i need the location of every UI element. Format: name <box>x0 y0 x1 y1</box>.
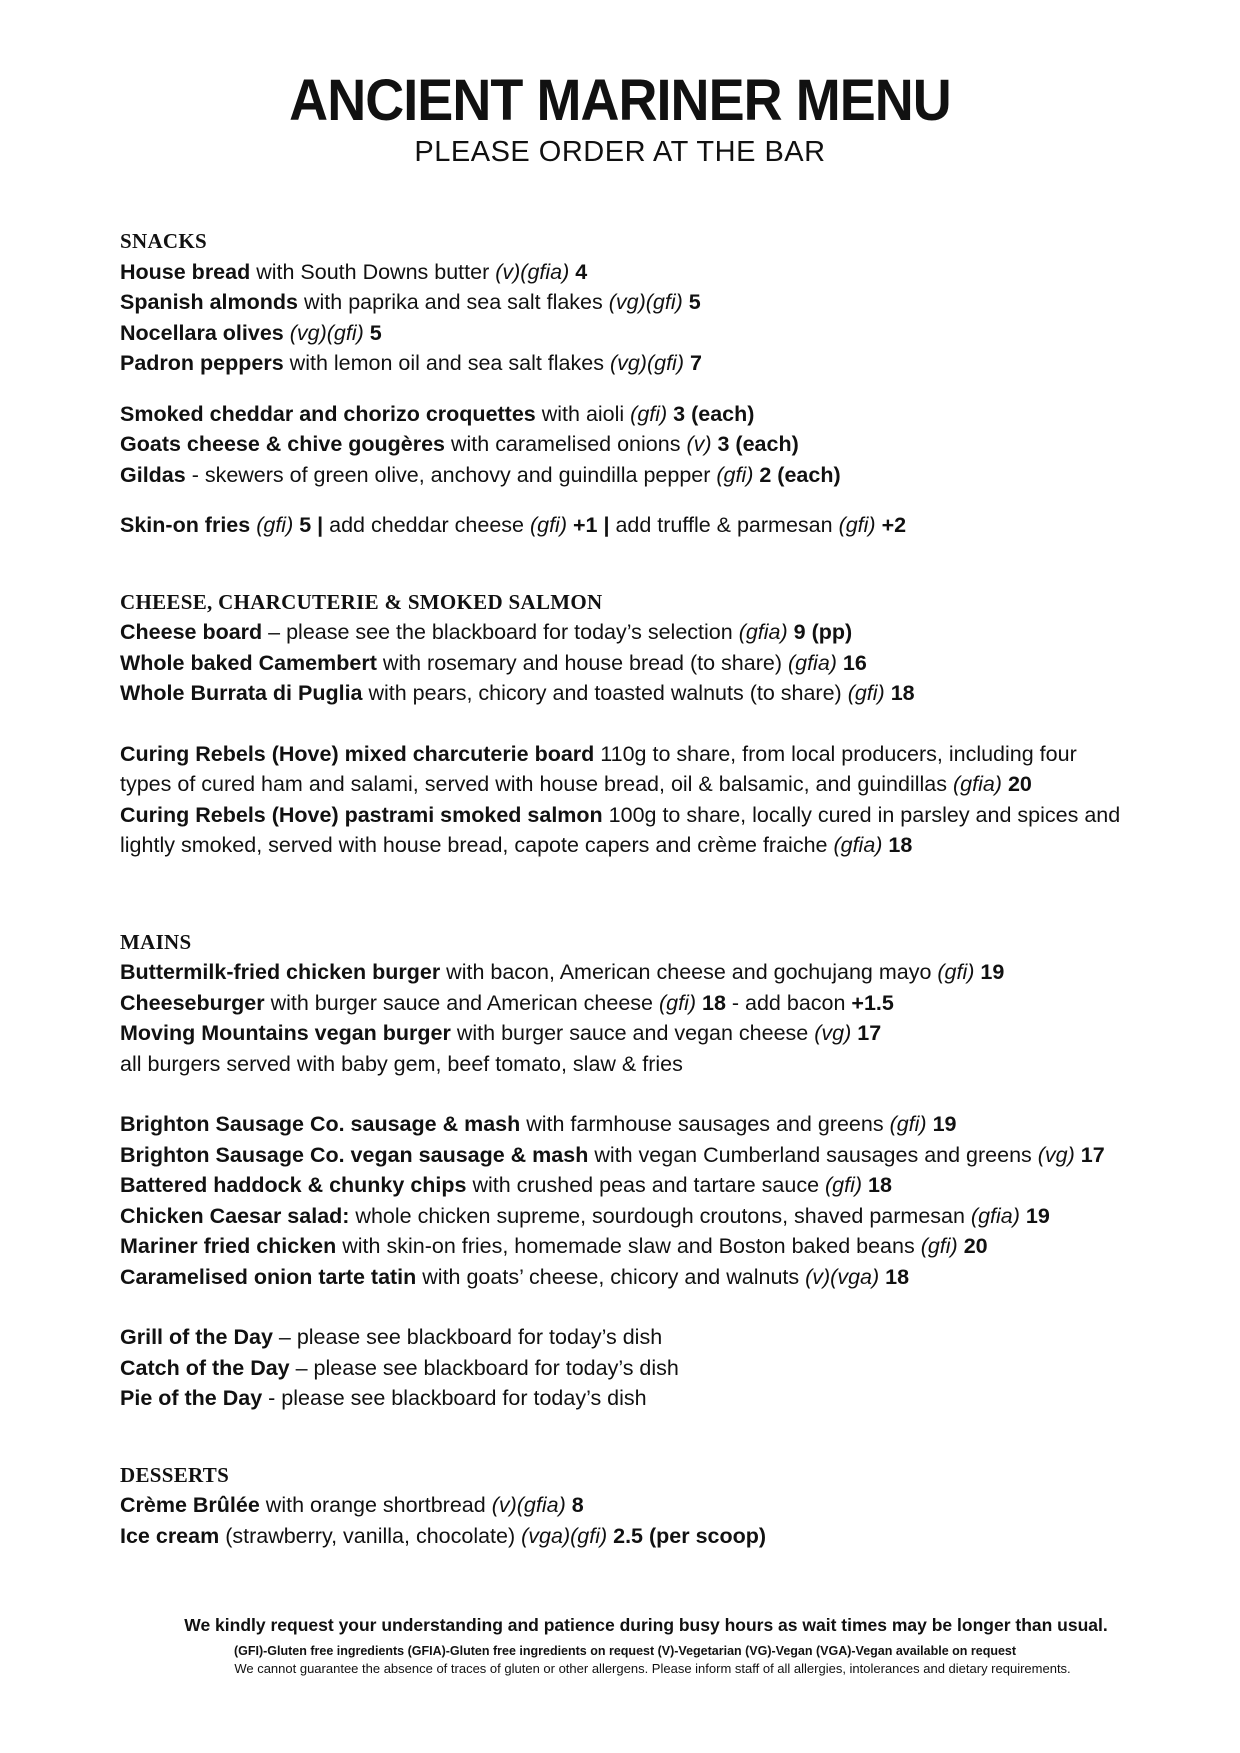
item-desc: 100g to share, locally cured in parsley and spices and lightly smoked, served with house bread, capote capers and crème fraiche <box>120 802 1121 857</box>
item-diet: (gfi) <box>937 960 975 984</box>
item-name: Gildas <box>120 462 186 487</box>
menu-item-caesar-salad <box>120 1201 1130 1232</box>
item-name: Curing Rebels (Hove) mixed charcuterie board <box>120 741 595 766</box>
menu-item-tarte-tatin <box>120 1262 1130 1293</box>
spacer <box>120 1414 1130 1460</box>
spacer <box>120 490 1130 510</box>
item-price: 16 <box>836 650 867 675</box>
item-name: Nocellara olives <box>120 320 284 345</box>
item-desc: with rosemary and house bread (to share) <box>376 650 788 675</box>
item-addon: add truffle & parmesan <box>615 513 839 537</box>
item-diet: (gfi) <box>920 1234 958 1258</box>
item-name: Smoked cheddar and chorizo croquettes <box>120 401 536 426</box>
menu-item-padron <box>120 348 1130 379</box>
item-desc: whole chicken supreme, sourdough croutons, shaved parmesan <box>349 1203 971 1228</box>
item-diet: (v)(gfia) <box>495 259 570 284</box>
item-diet: (gfi) <box>847 681 885 705</box>
menu-item-burrata <box>120 678 1130 709</box>
footer <box>0 1612 1240 1678</box>
item-name: Whole baked Camembert <box>120 650 377 675</box>
menu-item-pie-of-day <box>120 1383 1130 1414</box>
spacer <box>120 907 1130 927</box>
item-diet: (gfi) <box>889 1112 927 1136</box>
menu-item-olives <box>120 318 1130 349</box>
item-price: 5 <box>682 290 701 314</box>
item-diet: (vg)(gfi) <box>609 351 684 375</box>
item-name: Goats cheese & chive gougères <box>120 432 446 456</box>
menu-item-camembert <box>120 648 1130 679</box>
spacer <box>120 1079 1130 1109</box>
item-price: 2.5 (per scoop) <box>607 1523 767 1548</box>
patience-notice: We kindly request your understanding and patience during busy hours as wait times may be longer than usual. <box>184 1615 1108 1635</box>
item-name: Battered haddock & chunky chips <box>120 1173 467 1197</box>
item-price: 3 (each) <box>667 401 755 426</box>
item-desc: with paprika and sea salt flakes <box>298 290 609 314</box>
menu-item-house-bread <box>120 257 1130 288</box>
item-price: 18 <box>862 1173 892 1197</box>
item-desc: with caramelised onions <box>445 432 687 456</box>
item-price: 19 <box>974 960 1005 984</box>
item-name: Moving Mountains vegan burger <box>120 1021 451 1045</box>
item-diet: (gfia) <box>952 772 1002 796</box>
item-desc: with lemon oil and sea salt flakes <box>283 351 610 375</box>
item-diet: (gfi) <box>256 513 294 537</box>
item-desc: with burger sauce and American cheese <box>264 990 659 1015</box>
menu-item-vegan-sausage-mash <box>120 1140 1130 1171</box>
item-name: Cheeseburger <box>120 990 265 1015</box>
item-desc: with skin-on fries, homemade slaw and Boston baked beans <box>336 1234 921 1258</box>
item-name: Ice cream <box>120 1523 220 1548</box>
item-diet: (gfi) <box>630 401 668 426</box>
burger-note: all burgers served with baby gem, beef tomato, slaw & fries <box>120 1051 683 1076</box>
item-price: 18 <box>882 833 913 857</box>
item-diet: (gfia) <box>787 650 837 675</box>
item-diet: (gfia) <box>833 833 883 857</box>
menu-item-gougeres <box>120 429 1130 460</box>
spacer <box>120 709 1130 739</box>
menu-item-fries <box>120 510 1130 541</box>
item-diet: (gfi) <box>716 462 754 487</box>
item-price: 2 (each) <box>753 462 841 487</box>
item-name: Buttermilk-fried chicken burger <box>120 960 441 984</box>
item-desc: with goats’ cheese, chicory and walnuts <box>416 1264 806 1289</box>
item-price: 8 <box>565 1493 584 1517</box>
item-price: 7 <box>684 351 702 375</box>
item-desc: - skewers of green olive, anchovy and guindilla pepper <box>185 462 717 487</box>
item-diet: (gfia) <box>970 1203 1020 1228</box>
item-name: Crème Brûlée <box>120 1493 260 1517</box>
item-name: Grill of the Day <box>120 1325 273 1349</box>
item-diet: (v) <box>686 432 712 456</box>
item-price: 19 <box>926 1112 957 1136</box>
menu-item-grill-of-day <box>120 1322 1130 1353</box>
item-desc: 110g to share, from local producers, including four types of cured ham and salami, served with house bread, oil & balsamic, and guindillas <box>120 741 1077 796</box>
item-price: 18 <box>696 990 726 1015</box>
menu-item-cheeseburger <box>120 988 1130 1019</box>
menu-item-catch-of-day <box>120 1353 1130 1384</box>
item-diet: (gfi) <box>529 513 567 537</box>
section-heading-mains: MAINS <box>120 929 192 954</box>
item-diet: (vg)(gfi) <box>289 320 364 345</box>
item-diet: (vg)(gfi) <box>608 290 683 314</box>
item-diet: (vg) <box>814 1021 852 1045</box>
item-desc: with farmhouse sausages and greens <box>520 1112 890 1136</box>
item-name: Skin-on fries <box>120 513 251 537</box>
item-price: 3 (each) <box>711 432 799 456</box>
item-diet: (vg) <box>1037 1142 1075 1167</box>
item-name: Chicken Caesar salad: <box>120 1203 350 1228</box>
item-diet: (v)(gfia) <box>491 1493 566 1517</box>
dietary-key: (GFI)-Gluten free ingredients (GFIA)-Gluten free ingredients on request (V)-Vegetarian (VG)-Vegan (VGA)-Vegan available on request <box>233 1644 1017 1658</box>
item-desc: – please see the blackboard for today’s selection <box>262 620 739 644</box>
menu-item-smoked-salmon <box>120 800 1130 861</box>
item-addon: - add bacon <box>725 990 852 1015</box>
item-name: Whole Burrata di Puglia <box>120 681 363 705</box>
menu-item-croquettes <box>120 399 1130 430</box>
item-desc: with pears, chicory and toasted walnuts (to share) <box>362 681 848 705</box>
page-subtitle: PLEASE ORDER AT THE BAR <box>414 136 826 168</box>
section-heading-snacks: SNACKS <box>120 229 207 253</box>
item-price: 20 <box>957 1234 988 1258</box>
spacer <box>120 379 1130 399</box>
item-addon: add cheddar cheese <box>329 513 530 537</box>
item-desc: – please see blackboard for today’s dish <box>272 1325 663 1349</box>
item-diet: (gfi) <box>838 513 876 537</box>
item-name: Brighton Sausage Co. vegan sausage & mash <box>120 1142 589 1167</box>
menu-content <box>120 226 1130 1551</box>
item-price: 19 <box>1019 1203 1050 1228</box>
item-desc: with burger sauce and vegan cheese <box>450 1021 815 1045</box>
item-name: Cheese board <box>120 620 263 644</box>
allergen-notice: We cannot guarantee the absence of traces of gluten or other allergens. Please inform staff of all allergies, intolerances and dietary requirements. <box>234 1661 1071 1676</box>
menu-item-creme-brulee <box>120 1490 1130 1521</box>
menu-item-charcuterie <box>120 739 1130 800</box>
item-price: 18 <box>884 681 915 705</box>
item-desc: with vegan Cumberland sausages and greens <box>588 1142 1038 1167</box>
menu-item-fried-chicken <box>120 1231 1130 1262</box>
item-name: Brighton Sausage Co. sausage & mash <box>120 1112 521 1136</box>
item-price: 20 <box>1001 772 1032 796</box>
item-name: Spanish almonds <box>120 290 299 314</box>
item-desc: with aioli <box>535 401 631 426</box>
item-diet: (gfi) <box>658 990 697 1015</box>
item-price: 4 <box>569 259 588 284</box>
page-title: ANCIENT MARINER MENU <box>289 68 951 133</box>
section-heading-cheese: CHEESE, CHARCUTERIE & SMOKED SALMON <box>120 589 603 614</box>
menu-item-ice-cream <box>120 1521 1130 1552</box>
spacer <box>120 1292 1130 1322</box>
item-price: 18 <box>879 1264 910 1289</box>
item-price: +2 <box>875 513 907 537</box>
item-name: Pie of the Day <box>120 1386 263 1410</box>
item-price: 5 <box>363 320 382 345</box>
item-price: +1.5 <box>851 990 894 1015</box>
menu-item-gildas <box>120 460 1130 491</box>
item-price: +1 | <box>567 513 616 537</box>
menu-item-haddock <box>120 1170 1130 1201</box>
item-desc: with crushed peas and tartare sauce <box>466 1173 826 1197</box>
item-diet: (gfi) <box>825 1173 863 1197</box>
item-name: Curing Rebels (Hove) pastrami smoked salmon <box>120 802 603 827</box>
item-name: Catch of the Day <box>120 1355 290 1380</box>
item-diet: (v)(vga) <box>805 1264 880 1289</box>
item-price: 17 <box>851 1021 882 1045</box>
menu-item-cheese-board <box>120 617 1130 648</box>
item-desc: (strawberry, vanilla, chocolate) <box>219 1523 522 1548</box>
item-price: 17 <box>1074 1142 1105 1167</box>
item-diet: (vga)(gfi) <box>521 1523 608 1548</box>
item-desc: with South Downs butter <box>250 259 496 284</box>
item-name: Caramelised onion tarte tatin <box>120 1264 417 1289</box>
item-name: Padron peppers <box>120 351 284 375</box>
menu-item-vegan-burger <box>120 1018 1130 1049</box>
item-price: 9 (pp) <box>787 620 853 644</box>
item-diet: (gfia) <box>738 620 788 644</box>
menu-item-sausage-mash <box>120 1109 1130 1140</box>
spacer <box>120 541 1130 587</box>
item-name: House bread <box>120 259 251 284</box>
item-desc: with orange shortbread <box>259 1493 492 1517</box>
section-heading-desserts: DESSERTS <box>120 1462 230 1487</box>
item-name: Mariner fried chicken <box>120 1234 337 1258</box>
item-desc: - please see blackboard for today’s dish <box>262 1386 647 1410</box>
menu-item-almonds <box>120 287 1130 318</box>
spacer <box>120 861 1130 907</box>
item-price: 5 | <box>293 513 330 537</box>
item-desc: with bacon, American cheese and gochujang mayo <box>440 960 938 984</box>
menu-item-chicken-burger <box>120 957 1130 988</box>
item-desc: – please see blackboard for today’s dish <box>289 1355 679 1380</box>
